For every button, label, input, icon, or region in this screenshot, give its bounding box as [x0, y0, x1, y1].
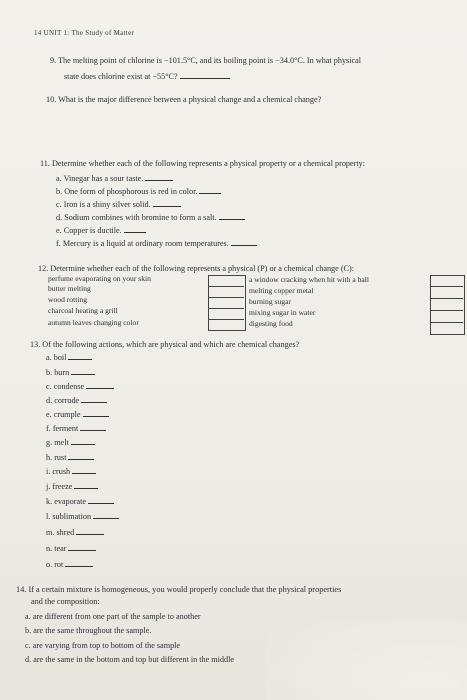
question-12-left-2: wood rotting — [48, 295, 88, 304]
question-11-item-f: f. Mercury is a liquid at ordinary room temperatures. — [56, 238, 257, 248]
answer-blank[interactable] — [231, 238, 257, 246]
divider — [208, 319, 244, 320]
answer-blank[interactable] — [72, 466, 96, 474]
answer-blank[interactable] — [80, 423, 106, 431]
divider — [208, 286, 244, 287]
answer-blank[interactable] — [199, 186, 221, 194]
answer-blank[interactable] — [145, 173, 173, 181]
answer-blank[interactable] — [219, 212, 245, 220]
divider — [430, 322, 463, 323]
question-13-item: c. condense — [46, 381, 114, 391]
divider — [430, 298, 463, 299]
question-14-line-2: and the composition: — [31, 597, 100, 606]
question-9-line-2: state does chlorine exist at −55°C? — [64, 71, 230, 81]
question-13-item: l. sublimation — [46, 511, 119, 521]
question-12-right-3: mixing sugar in water — [249, 308, 316, 317]
answer-blank[interactable] — [74, 481, 98, 489]
question-13-item: a. boil — [46, 352, 92, 362]
question-12-left-4: autumn leaves changing color — [48, 318, 139, 327]
question-12-prompt: 12. Determine whether each of the following represents a physical (P) or a chemical change (C): — [38, 264, 355, 273]
paper-shading — [267, 620, 467, 700]
answer-blank[interactable] — [68, 452, 94, 460]
divider — [208, 308, 244, 309]
question-13-item: k. evaporate — [46, 496, 114, 506]
answer-blank[interactable] — [93, 511, 119, 519]
question-14-option-a[interactable]: a. are different from one part of the sample to another — [25, 612, 201, 621]
question-13-item: e. crumple — [46, 409, 109, 419]
answer-blank[interactable] — [83, 409, 109, 417]
question-11-item-e: e. Copper is ductile. — [56, 225, 146, 235]
answer-blank[interactable] — [86, 381, 114, 389]
answer-blank[interactable] — [68, 543, 96, 551]
question-12-right-0: a window cracking when hit with a ball — [249, 275, 369, 284]
question-11-item-b: b. One form of phosphorous is red in color. — [56, 186, 221, 196]
question-12-left-3: charcoal heating a grill — [48, 306, 118, 315]
page-header: 14 UNIT 1: The Study of Matter — [34, 29, 135, 37]
question-13-item: f. ferment — [46, 423, 106, 433]
answer-blank[interactable] — [153, 199, 181, 207]
question-13-item: d. corrode — [46, 395, 107, 405]
question-13-item: n. tear — [46, 543, 96, 553]
question-13-item: o. rot — [46, 559, 93, 569]
answer-blank[interactable] — [88, 496, 114, 504]
question-14-line-1: 14. If a certain mixture is homogeneous, you would properly conclude that the physical properties — [16, 585, 342, 594]
question-13-item: j. freeze — [46, 481, 98, 491]
divider — [208, 297, 244, 298]
question-12-right-4: digesting food — [249, 319, 293, 328]
question-13-prompt: 13. Of the following actions, which are physical and which are chemical changes? — [30, 340, 300, 349]
question-11-prompt: 11. Determine whether each of the following represents a physical property or a chemical property: — [40, 159, 366, 168]
question-12-right-1: melting copper metal — [249, 286, 314, 295]
question-14-option-b[interactable]: b. are the same throughout the sample. — [25, 626, 152, 635]
answer-blank[interactable] — [124, 225, 146, 233]
question-11-item-c: c. Iron is a shiny silver solid. — [56, 199, 181, 209]
answer-box-left[interactable] — [208, 275, 246, 331]
answer-blank[interactable] — [71, 367, 95, 375]
question-13-item: h. rust — [46, 452, 94, 462]
question-13-item: b. burn — [46, 367, 95, 377]
question-12-left-1: butter melting — [48, 284, 91, 293]
answer-box-right[interactable] — [430, 275, 465, 335]
question-9-line-1: 9. The melting point of chlorine is −101.5°C, and its boiling point is −34.0°C. In what physical — [50, 56, 362, 65]
question-10: 10. What is the major difference between a physical change and a chemical change? — [46, 95, 322, 104]
question-13-item: g. melt — [46, 437, 95, 447]
question-12-left-0: perfume evaporating on your skin — [48, 274, 151, 283]
answer-blank[interactable] — [65, 559, 93, 567]
question-13-item: i. crush — [46, 466, 96, 476]
question-13-item: m. shred — [46, 527, 104, 537]
divider — [430, 310, 463, 311]
question-14-option-d[interactable]: d. are the same in the bottom and top but different in the middle — [25, 655, 235, 664]
question-12-right-2: burning sugar — [249, 297, 291, 306]
answer-blank[interactable] — [81, 395, 107, 403]
answer-blank[interactable] — [68, 352, 92, 360]
answer-blank[interactable] — [180, 71, 230, 79]
question-14-option-c[interactable]: c. are varying from top to bottom of the sample — [25, 641, 181, 650]
answer-blank[interactable] — [71, 437, 95, 445]
answer-blank[interactable] — [76, 527, 104, 535]
divider — [430, 286, 463, 287]
question-11-item-d: d. Sodium combines with bromine to form a salt. — [56, 212, 245, 222]
question-11-item-a: a. Vinegar has a sour taste. — [56, 173, 173, 183]
